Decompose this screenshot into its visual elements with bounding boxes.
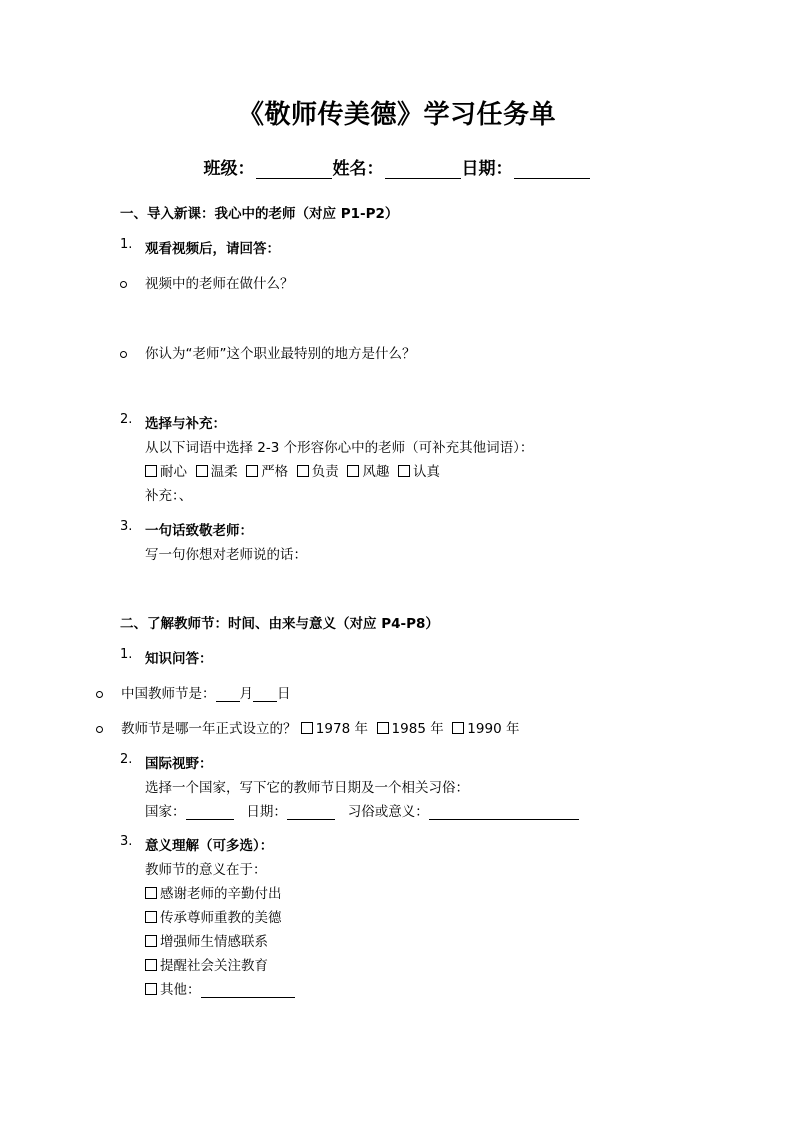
class-blank[interactable] xyxy=(256,160,332,179)
s2-q3-label: 意义理解（可多选）： xyxy=(145,838,274,854)
name-blank[interactable] xyxy=(385,160,461,179)
checkbox-icon[interactable] xyxy=(145,911,157,923)
s2-q1-sub1: 中国教师节是： 月 日 xyxy=(121,686,291,702)
s2-q3-instruction: 教师节的意义在于： xyxy=(145,862,267,878)
checkbox-icon[interactable] xyxy=(377,722,389,734)
s1-q1-sub1: 视频中的老师在做什么？ xyxy=(145,276,294,292)
s2-q1-label: 知识问答： xyxy=(145,651,213,667)
student-info-line xyxy=(0,154,794,179)
name-label: 姓名： xyxy=(332,159,384,179)
checkbox-icon[interactable] xyxy=(297,465,309,477)
circle-bullet-icon xyxy=(96,721,103,737)
s1-q3-label: 一句话致敬老师： xyxy=(145,523,253,539)
s1-q1-number: 1. xyxy=(120,237,133,252)
s1-q2-label: 选择与补充： xyxy=(145,416,226,432)
meaning-option-other[interactable]: 其他： xyxy=(145,978,295,998)
s2-q1-sub2: 教师节是哪一年正式设立的？ 1978 年 1985 年 1990 年 xyxy=(121,721,520,737)
checkbox-icon[interactable] xyxy=(452,722,464,734)
year-option[interactable]: 1985 年 xyxy=(377,721,444,737)
s2-q2-fields: 国家： 日期： 习俗或意义： xyxy=(145,800,579,820)
s1-q3-number: 3. xyxy=(120,519,133,534)
circle-bullet-icon xyxy=(96,686,103,702)
year-option[interactable]: 1990 年 xyxy=(452,721,519,737)
meaning-option[interactable]: 提醒社会关注教育 xyxy=(145,954,268,974)
day-blank[interactable] xyxy=(253,687,277,702)
section1-heading: 一、导入新课：我心中的老师（对应 P1-P2） xyxy=(120,206,399,222)
trait-options xyxy=(145,460,440,480)
class-label: 班级： xyxy=(203,159,255,179)
checkbox-icon[interactable] xyxy=(145,935,157,947)
checkbox-icon[interactable] xyxy=(145,983,157,995)
s1-q1-label: 观看视频后，请回答： xyxy=(145,241,280,257)
checkbox-icon[interactable] xyxy=(301,722,313,734)
s2-q2-label: 国际视野： xyxy=(145,756,213,772)
month-blank[interactable] xyxy=(216,687,240,702)
page-title: 《敬师传美德》学习任务单 xyxy=(237,100,556,130)
s1-q3-instruction: 写一句你想对老师说的话： xyxy=(145,547,307,563)
country-blank[interactable] xyxy=(186,805,234,820)
other-blank[interactable] xyxy=(201,983,295,998)
meaning-option[interactable]: 增强师生情感联系 xyxy=(145,930,268,950)
date-label: 日期： xyxy=(461,159,513,179)
checkbox-icon[interactable] xyxy=(347,465,359,477)
s1-q2-number: 2. xyxy=(120,412,133,427)
checkbox-icon[interactable] xyxy=(196,465,208,477)
intl-date-blank[interactable] xyxy=(287,805,335,820)
s1-q2-instruction: 从以下词语中选择 2-3 个形容你心中的老师（可补充其他词语）： xyxy=(145,440,534,456)
s2-q3-number: 3. xyxy=(120,834,133,849)
checkbox-icon[interactable] xyxy=(246,465,258,477)
trait-option[interactable]: 严格 xyxy=(246,464,288,480)
trait-option[interactable]: 耐心 xyxy=(145,464,187,480)
checkbox-icon[interactable] xyxy=(145,465,157,477)
s2-q2-number: 2. xyxy=(120,752,133,767)
custom-blank[interactable] xyxy=(429,805,579,820)
trait-option[interactable]: 认真 xyxy=(398,464,440,480)
trait-option[interactable]: 负责 xyxy=(297,464,339,480)
checkbox-icon[interactable] xyxy=(398,465,410,477)
meaning-option[interactable]: 感谢老师的辛勤付出 xyxy=(145,882,282,902)
s1-q2-supplement[interactable]: 补充：、 xyxy=(145,488,193,504)
meaning-option[interactable]: 传承尊师重教的美德 xyxy=(145,906,282,926)
trait-option[interactable]: 风趣 xyxy=(347,464,389,480)
circle-bullet-icon xyxy=(120,346,127,362)
year-option[interactable]: 1978 年 xyxy=(301,721,368,737)
checkbox-icon[interactable] xyxy=(145,887,157,899)
date-blank[interactable] xyxy=(514,160,590,179)
trait-option[interactable]: 温柔 xyxy=(196,464,238,480)
section2-heading: 二、了解教师节：时间、由来与意义（对应 P4-P8） xyxy=(120,616,439,632)
checkbox-icon[interactable] xyxy=(145,959,157,971)
circle-bullet-icon xyxy=(120,276,127,292)
s2-q2-instruction: 选择一个国家，写下它的教师节日期及一个相关习俗： xyxy=(145,780,469,796)
s1-q1-sub2: 你认为“老师”这个职业最特别的地方是什么？ xyxy=(145,346,416,362)
s2-q1-number: 1. xyxy=(120,647,133,662)
